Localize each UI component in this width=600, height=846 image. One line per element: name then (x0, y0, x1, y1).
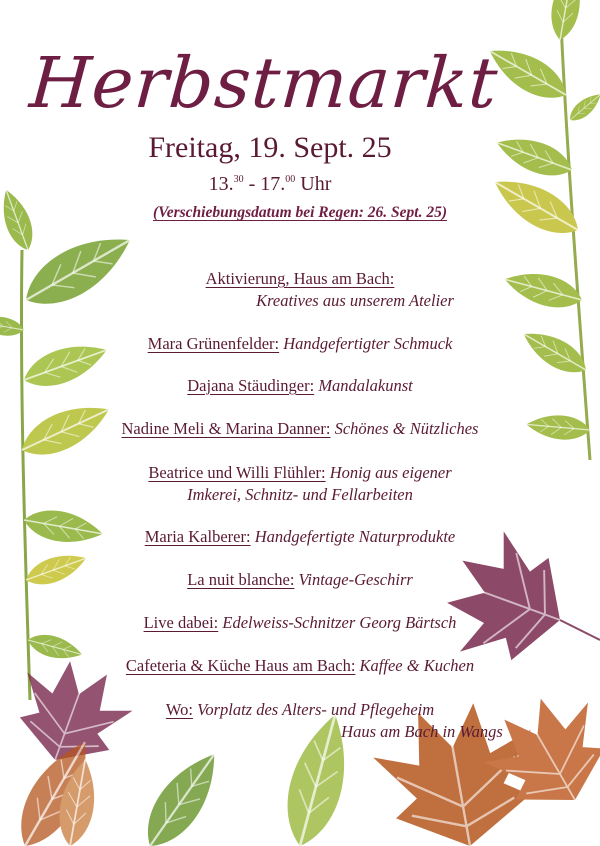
list-item (0, 375, 600, 397)
location-label: Wo: (165, 700, 193, 719)
event-time: 13.30 - 17.00 Uhr (208, 173, 332, 195)
location-value-line2: Haus am Bach in Wangs (341, 722, 503, 741)
exhibitor-name: Aktivierung, Haus am Bach: (205, 269, 395, 288)
exhibitor-name: Mara Grünenfelder: (147, 334, 280, 353)
exhibitor-offering: Handgefertigter Schmuck (283, 334, 453, 353)
exhibitor-name: Dajana Stäudinger: (187, 376, 315, 395)
list-item (0, 418, 600, 440)
list-item (0, 462, 600, 506)
list-item (0, 268, 600, 312)
rain-date-note: (Verschiebungsdatum bei Regen: 26. Sept. 25) (152, 204, 448, 221)
list-item (0, 333, 600, 355)
exhibitor-offering: Honig aus eigener (329, 463, 452, 482)
event-date: Freitag, 19. Sept. 25 (148, 131, 392, 164)
page-title: Herbstmarkt (27, 42, 501, 124)
exhibitor-offering: Schönes & Nützliches (334, 419, 479, 438)
location-value: Vorplatz des Alters- und Pflegeheim (197, 700, 435, 719)
exhibitor-name: La nuit blanche: (187, 570, 295, 589)
exhibitor-name: Beatrice und Willi Flühler: (148, 463, 326, 482)
exhibitor-offering: Vintage-Geschirr (298, 570, 413, 589)
list-item (0, 569, 600, 591)
exhibitor-name: Live dabei: (143, 613, 219, 632)
exhibitor-offering: Handgefertigte Naturprodukte (254, 527, 456, 546)
exhibitor-offering: Edelweiss-Schnitzer Georg Bärtsch (222, 613, 457, 632)
list-item (0, 526, 600, 548)
list-item (0, 699, 600, 743)
exhibitor-name: Nadine Meli & Marina Danner: (121, 419, 331, 438)
exhibitor-name: Cafeteria & Küche Haus am Bach: (125, 656, 356, 675)
list-item (0, 655, 600, 677)
exhibitor-offering: Kreatives aus unserem Atelier (256, 291, 454, 310)
exhibitor-name: Maria Kalberer: (144, 527, 251, 546)
list-item (0, 612, 600, 634)
exhibitor-offering-line2: Imkerei, Schnitz- und Fellarbeiten (187, 485, 413, 504)
exhibitor-offering: Mandalakunst (318, 376, 413, 395)
exhibitor-offering: Kaffee & Kuchen (359, 656, 475, 675)
